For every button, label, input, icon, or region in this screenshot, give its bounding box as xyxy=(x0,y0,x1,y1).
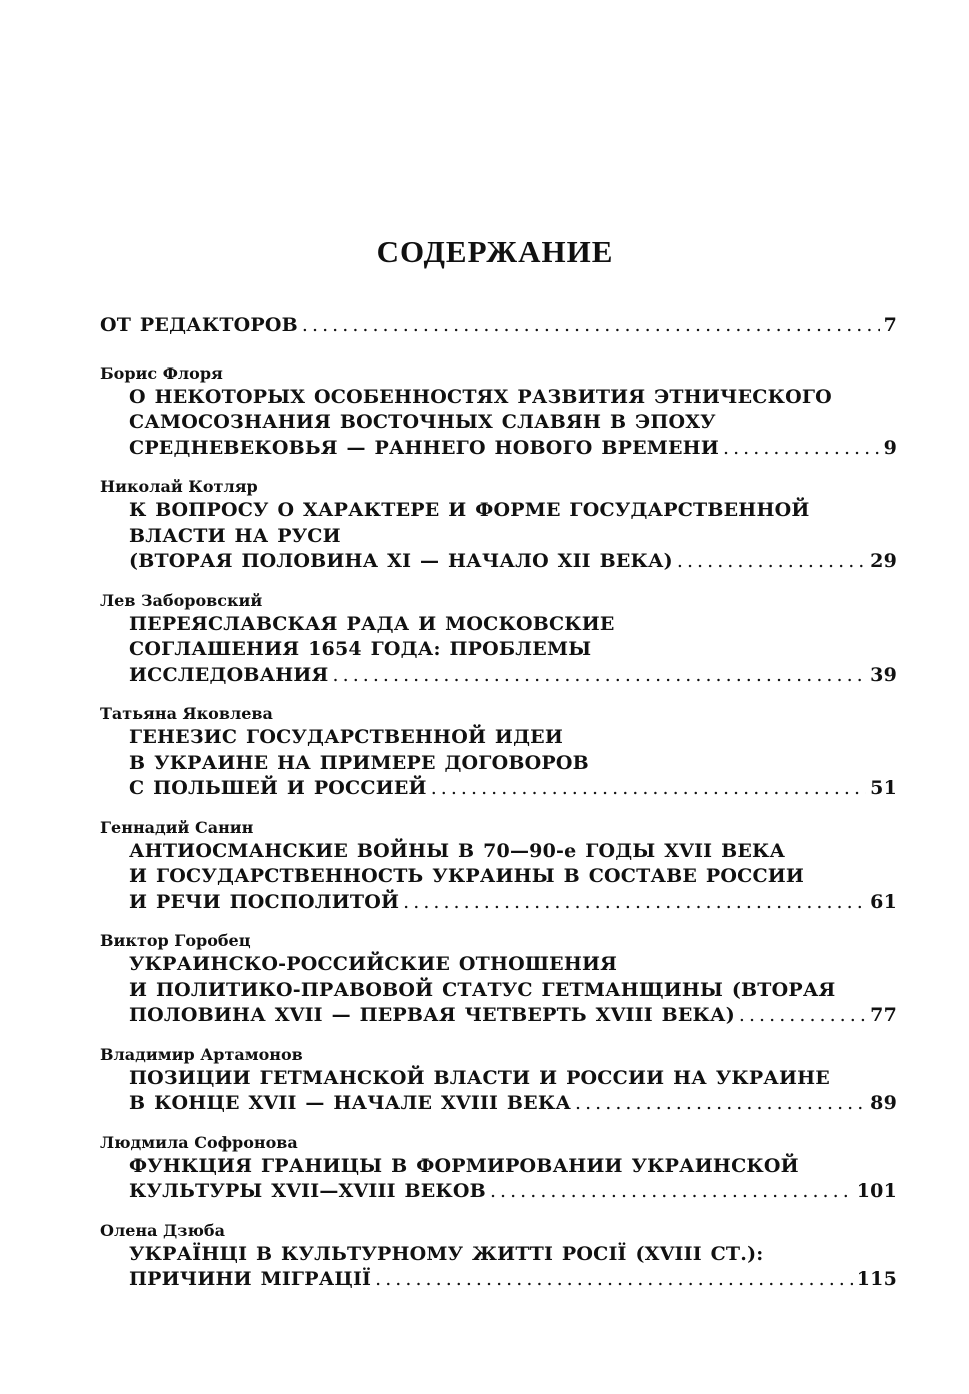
entry-title-text: ПРИЧИНИ МІГРАЦІЇ xyxy=(129,1268,372,1290)
entry-title-text: И РЕЧИ ПОСПОЛИТОЙ xyxy=(129,890,400,913)
entry-title-line: И ПОЛИТИКО-ПРАВОВОЙ СТАТУС ГЕТМАНЩИНЫ (ВТОРАЯ xyxy=(129,978,836,1001)
entry-title-block xyxy=(100,1242,897,1293)
toc-entry[interactable] xyxy=(100,1132,897,1205)
page-number: 9 xyxy=(883,436,897,459)
toc-entry[interactable] xyxy=(100,590,897,689)
dot-leader xyxy=(302,313,880,339)
entry-title-block xyxy=(100,385,897,462)
entry-title-line xyxy=(129,1091,897,1117)
entry-title-line: ВЛАСТИ НА РУСИ xyxy=(129,524,341,547)
entry-author: Олена Дзюба xyxy=(100,1220,225,1240)
dot-leader xyxy=(723,436,880,462)
dot-leader xyxy=(403,890,866,916)
entry-author: Лев Заборовский xyxy=(100,590,263,610)
entry-title-line: САМОСОЗНАНИЯ ВОСТОЧНЫХ СЛАВЯН В ЭПОХУ xyxy=(129,411,716,433)
entry-title-line xyxy=(129,549,897,575)
page-number: 115 xyxy=(856,1268,897,1290)
toc-entry[interactable] xyxy=(100,930,897,1029)
dot-leader xyxy=(575,1091,866,1117)
page-number: 39 xyxy=(870,663,897,686)
page-number: 61 xyxy=(870,890,897,913)
toc-entry[interactable] xyxy=(100,476,897,575)
page-number: 51 xyxy=(870,777,897,799)
page-number: 89 xyxy=(870,1092,897,1114)
toc-entry[interactable] xyxy=(100,313,897,339)
entry-title-text: С ПОЛЬШЕЙ И РОССИЕЙ xyxy=(129,777,427,799)
entry-title-line: К ВОПРОСУ О ХАРАКТЕРЕ И ФОРМЕ ГОСУДАРСТВЕННОЙ xyxy=(129,499,810,521)
entry-title-text: КУЛЬТУРЫ XVII—XVIII ВЕКОВ xyxy=(129,1180,486,1202)
entry-title-text: (ВТОРАЯ ПОЛОВИНА XI — НАЧАЛО XII ВЕКА) xyxy=(129,550,673,572)
entry-title-line: УКРАЇНЦІ В КУЛЬТУРНОМУ ЖИТТІ РОСІЇ (XVIII СТ.): xyxy=(129,1242,764,1265)
entry-title-line: ПОЗИЦИИ ГЕТМАНСКОЙ ВЛАСТИ И РОССИИ НА УКРАИНЕ xyxy=(129,1066,830,1089)
dot-leader xyxy=(375,1267,853,1293)
entry-title-line: О НЕКОТОРЫХ ОСОБЕННОСТЯХ РАЗВИТИЯ ЭТНИЧЕСКОГО xyxy=(129,385,832,408)
entry-author: Геннадий Санин xyxy=(100,817,254,837)
dot-leader xyxy=(739,1003,866,1029)
entry-title-line: СОГЛАШЕНИЯ 1654 ГОДА: ПРОБЛЕМЫ xyxy=(129,638,592,660)
entry-author: Татьяна Яковлева xyxy=(100,704,273,723)
toc-entry[interactable] xyxy=(100,703,897,802)
entry-author: Владимир Артамонов xyxy=(100,1044,303,1064)
toc-entry-line xyxy=(100,313,897,339)
entry-title-block xyxy=(100,498,897,575)
toc-entry[interactable] xyxy=(100,363,897,462)
page-number: 101 xyxy=(856,1180,897,1202)
entry-title-line: УКРАИНСКО-РОССИЙСКИЕ ОТНОШЕНИЯ xyxy=(129,953,618,975)
entry-title-line: ГЕНЕЗИС ГОСУДАРСТВЕННОЙ ИДЕИ xyxy=(129,726,563,748)
entry-author: Виктор Горобец xyxy=(100,931,251,950)
entry-title-block xyxy=(100,1066,897,1117)
entry-title-block xyxy=(100,1154,897,1205)
dot-leader xyxy=(490,1179,853,1205)
entry-title-text: ИССЛЕДОВАНИЯ xyxy=(129,663,329,686)
entry-title-text: ПОЛОВИНА XVII — ПЕРВАЯ ЧЕТВЕРТЬ XVIII ВЕКА) xyxy=(129,1004,735,1026)
dot-leader xyxy=(431,776,866,802)
entry-title-line: И ГОСУДАРСТВЕННОСТЬ УКРАИНЫ В СОСТАВЕ РОССИИ xyxy=(129,865,805,887)
table-of-contents xyxy=(100,313,897,1308)
dot-leader xyxy=(677,549,866,575)
entry-title-block xyxy=(100,952,897,1029)
dot-leader xyxy=(333,663,867,689)
entry-title-block xyxy=(100,725,897,802)
entry-title-line: ФУНКЦИЯ ГРАНИЦЫ В ФОРМИРОВАНИИ УКРАИНСКОЙ xyxy=(129,1154,799,1177)
entry-title-line xyxy=(129,436,897,462)
entry-title-block xyxy=(100,612,897,689)
entry-title-text: СРЕДНЕВЕКОВЬЯ — РАННЕГО НОВОГО ВРЕМЕНИ xyxy=(129,436,719,459)
entry-title-line xyxy=(129,1179,897,1205)
entry-title-line xyxy=(129,776,897,802)
toc-entry[interactable] xyxy=(100,1044,897,1117)
entry-title-line: В УКРАИНЕ НА ПРИМЕРЕ ДОГОВОРОВ xyxy=(129,751,589,774)
entry-title-line xyxy=(129,663,897,689)
entry-author: Людмила Софронова xyxy=(100,1132,298,1152)
page-number: 29 xyxy=(870,550,897,572)
entry-title-line: АНТИОСМАНСКИЕ ВОЙНЫ В 70—90-е ГОДЫ XVII ВЕКА xyxy=(129,839,786,862)
entry-title-line xyxy=(129,1267,897,1293)
entry-title-line xyxy=(129,1003,897,1029)
toc-entry-title: ОТ РЕДАКТОРОВ xyxy=(100,314,298,336)
toc-entry[interactable] xyxy=(100,1220,897,1293)
entry-title-block xyxy=(100,839,897,916)
page-number: 77 xyxy=(870,1004,897,1026)
entry-title-line: ПЕРЕЯСЛАВСКАЯ РАДА И МОСКОВСКИЕ xyxy=(129,612,615,635)
page-number: 7 xyxy=(883,314,897,336)
entry-title-line xyxy=(129,890,897,916)
entry-title-text: В КОНЦЕ XVII — НАЧАЛЕ XVIII ВЕКА xyxy=(129,1092,572,1114)
toc-entry[interactable] xyxy=(100,817,897,916)
entry-author: Николай Котляр xyxy=(100,477,258,496)
entry-author: Борис Флоря xyxy=(100,363,223,383)
page-title: СОДЕРЖАНИЕ xyxy=(376,234,614,269)
